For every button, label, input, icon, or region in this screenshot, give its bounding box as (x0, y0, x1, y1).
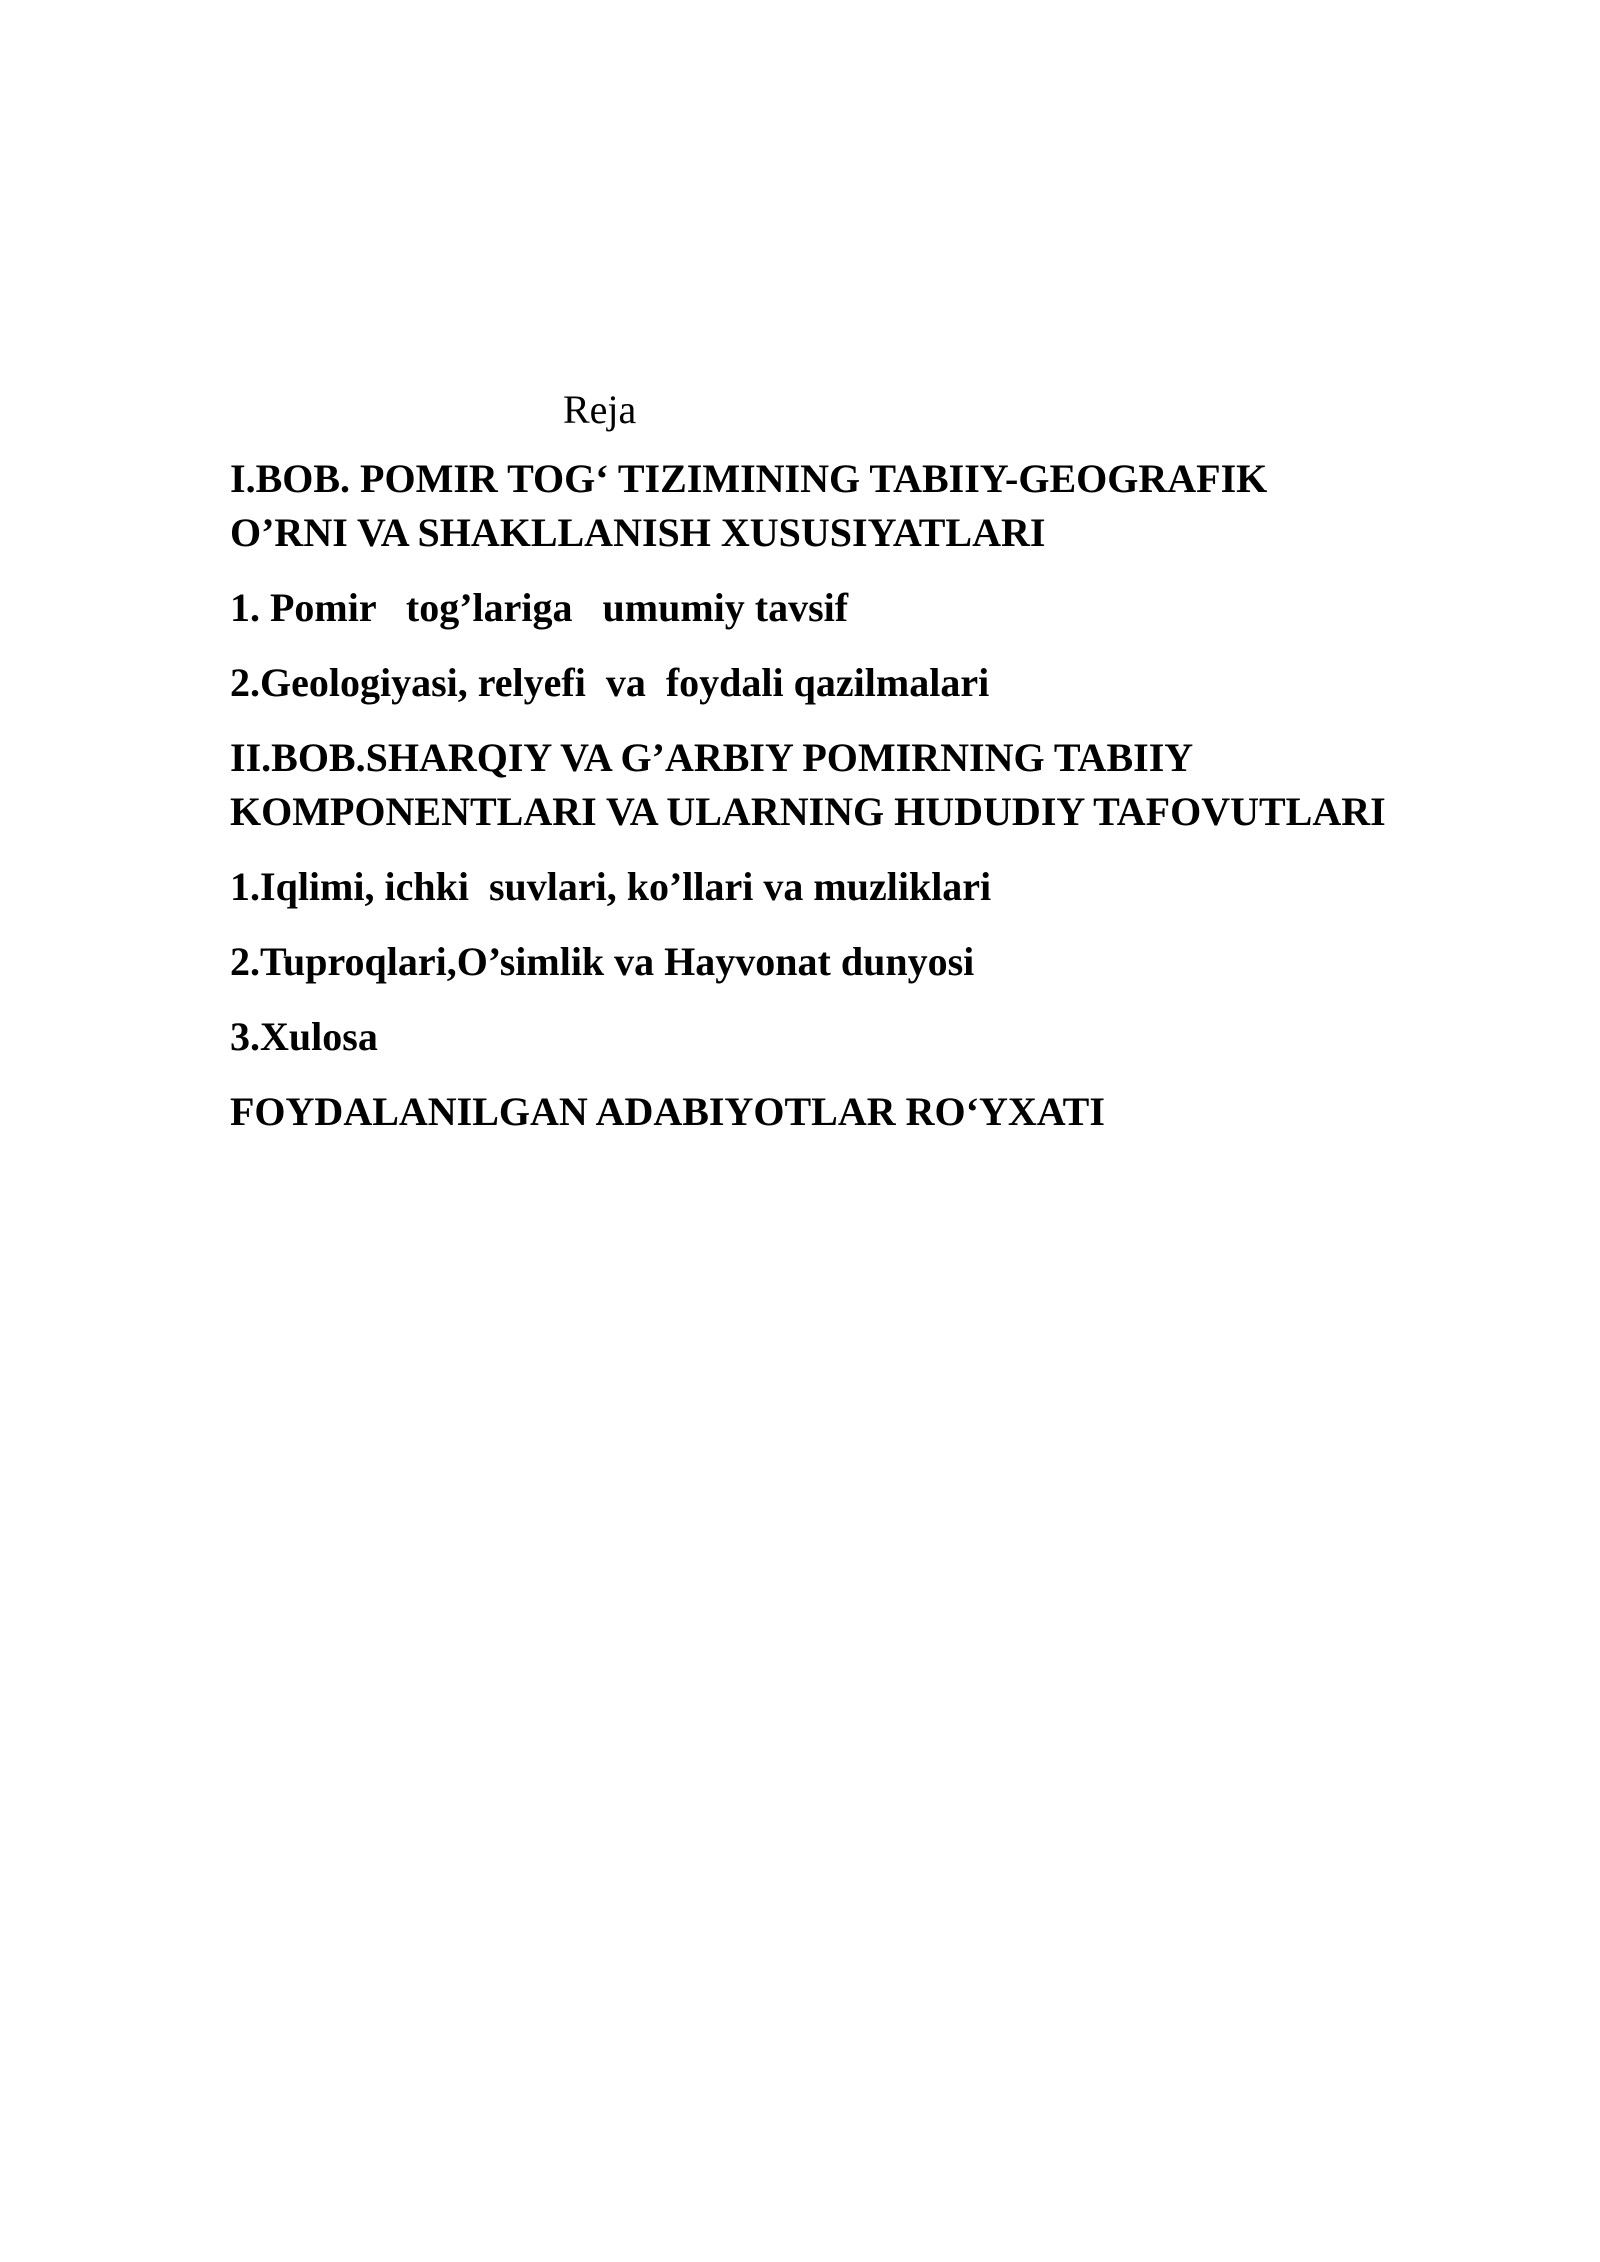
table-of-contents (230, 452, 1530, 1139)
toc-chapter-2-line-1: II.BOB.SHARQIY VA G’ARBIY POMIRNING TABIIY (230, 735, 1194, 780)
toc-section-1-1 (230, 581, 1530, 635)
toc-chapter-1 (230, 452, 1530, 560)
toc-chapter-1-line-1: I.BOB. POMIR TOG‘ TIZIMINING TABIIY-GEOGRAFIK (230, 456, 1268, 501)
toc-section-2-1-text: 1.Iqlimi, ichki suvlari, ko’llari va muzliklari (230, 864, 992, 909)
toc-chapter-1-line-2: O’RNI VA SHAKLLANISH XUSUSIYATLARI (230, 510, 1046, 555)
toc-section-2-2 (230, 935, 1530, 989)
toc-section-2-3 (230, 1010, 1530, 1064)
toc-section-1-2 (230, 656, 1530, 710)
page-title: Reja (563, 387, 637, 432)
toc-section-2-1 (230, 860, 1530, 914)
toc-section-2-2-text: 2.Tuproqlari,O’simlik va Hayvonat dunyosi (230, 939, 975, 984)
toc-section-1-2-text: 2.Geologiyasi, relyefi va foydali qazilmalari (230, 660, 990, 705)
toc-section-1-1-text: 1. Pomir tog’lariga umumiy tavsif (230, 585, 849, 630)
toc-bibliography-text: FOYDALANILGAN ADABIYOTLAR RO‘YXATI (230, 1089, 1105, 1134)
toc-chapter-2-line-2: KOMPONENTLARI VA ULARNING HUDUDIY TAFOVUTLARI (230, 789, 1386, 834)
toc-section-2-3-text: 3.Xulosa (230, 1014, 378, 1059)
toc-chapter-2 (230, 731, 1530, 839)
toc-bibliography (230, 1085, 1530, 1139)
